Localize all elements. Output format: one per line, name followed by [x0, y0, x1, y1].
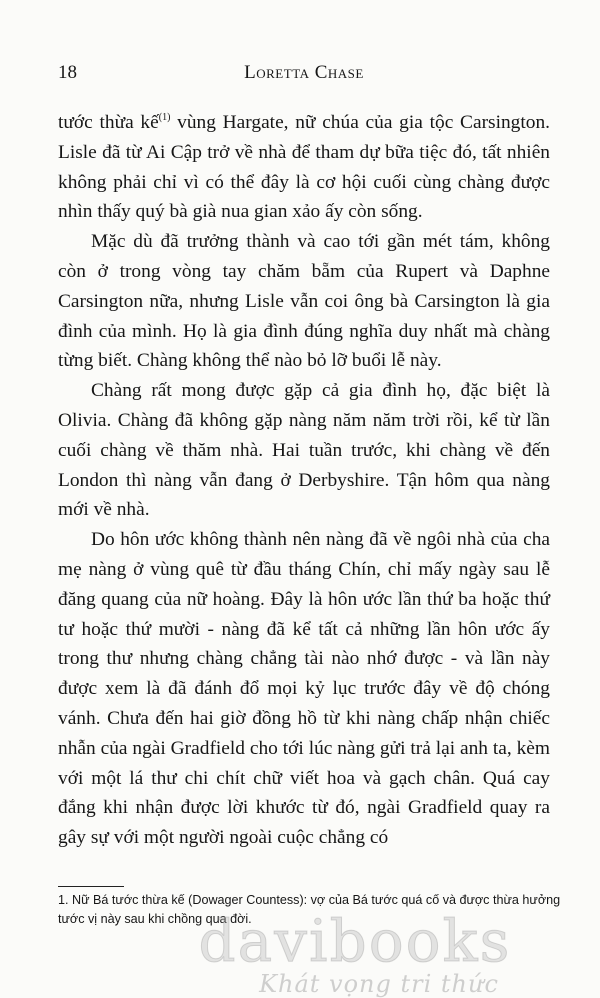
paragraph-3: Chàng rất mong được gặp cả gia đình họ, đặc biệt là Olivia. Chàng đã không gặp nàng năm năm trời rồi, kể từ lần cuối chàng về thăm nhà. Hai tuần trước, khi chàng về đến London thì nàng vẫn đang ở Derbyshire. Tận hôm qua nàng mới về nhà.	[58, 380, 550, 521]
paragraph-4: Do hôn ước không thành nên nàng đã về ngôi nhà của cha mẹ nàng ở vùng quê từ đầu tháng Chín, chỉ mấy ngày sau lễ đăng quang của nữ hoàng. Đây là hôn ước lần thứ ba hoặc thứ tư hoặc thứ mười - nàng đã kể tất cả những lần hôn ước ấy trong thư nhưng chàng chẳng tài nào nhớ được - và lần này được xem là đã đánh đổ mọi kỷ lục trước đây về độ chóng vánh. Chưa đến hai giờ đồng hồ từ khi nàng chấp nhận chiếc nhẫn của ngài Gradfield cho tới lúc nàng gửi trả lại anh ta, kèm với một lá thư chi chít chữ viết hoa và gạch chân. Quá cay đắng khi nhận được lời khước từ đó, ngài Gradfield quay ra gây sự với một người ngoài cuộc chẳng có	[58, 529, 550, 849]
page-header	[58, 62, 550, 90]
footnote	[58, 891, 561, 929]
footnote-reference: (1)	[158, 112, 171, 123]
running-head-author: Loretta Chase	[244, 62, 364, 83]
paragraph-1-rest: vùng Hargate, nữ chúa của gia tộc Carsington. Lisle đã từ Ai Cập trở về nhà để tham dự bữa tiệc đó, tất nhiên không phải chỉ vì có thể đây là cơ hội cuối cùng chàng được nhìn thấy quý bà già nua gian xảo ấy còn sống.	[58, 112, 550, 223]
watermark-logo: davibooks	[198, 907, 512, 975]
paragraph-1-start: tước thừa kế	[58, 112, 159, 133]
page-number: 18	[58, 62, 77, 83]
footnote-line-2: tước vị này sau khi chồng qua đời.	[58, 912, 252, 926]
footnote-line-1: 1. Nữ Bá tước thừa kế (Dowager Countess): vợ của Bá tước quá cố và được thừa hưởng	[58, 893, 561, 907]
footnote-divider	[58, 886, 124, 887]
paragraph-2: Mặc dù đã trưởng thành và cao tới gần mét tám, không còn ở trong vòng tay chăm bẵm của Rupert và Daphne Carsington nữa, nhưng Lisle vẫn coi ông bà Carsington là gia đình của mình. Họ là gia đình đúng nghĩa duy nhất mà chàng từng biết. Chàng không thể nào bỏ lỡ buổi lễ này.	[58, 231, 550, 372]
body-text	[58, 108, 550, 853]
watermark-slogan: Khát vọng tri thức	[259, 970, 499, 998]
paragraph-1	[58, 108, 550, 227]
